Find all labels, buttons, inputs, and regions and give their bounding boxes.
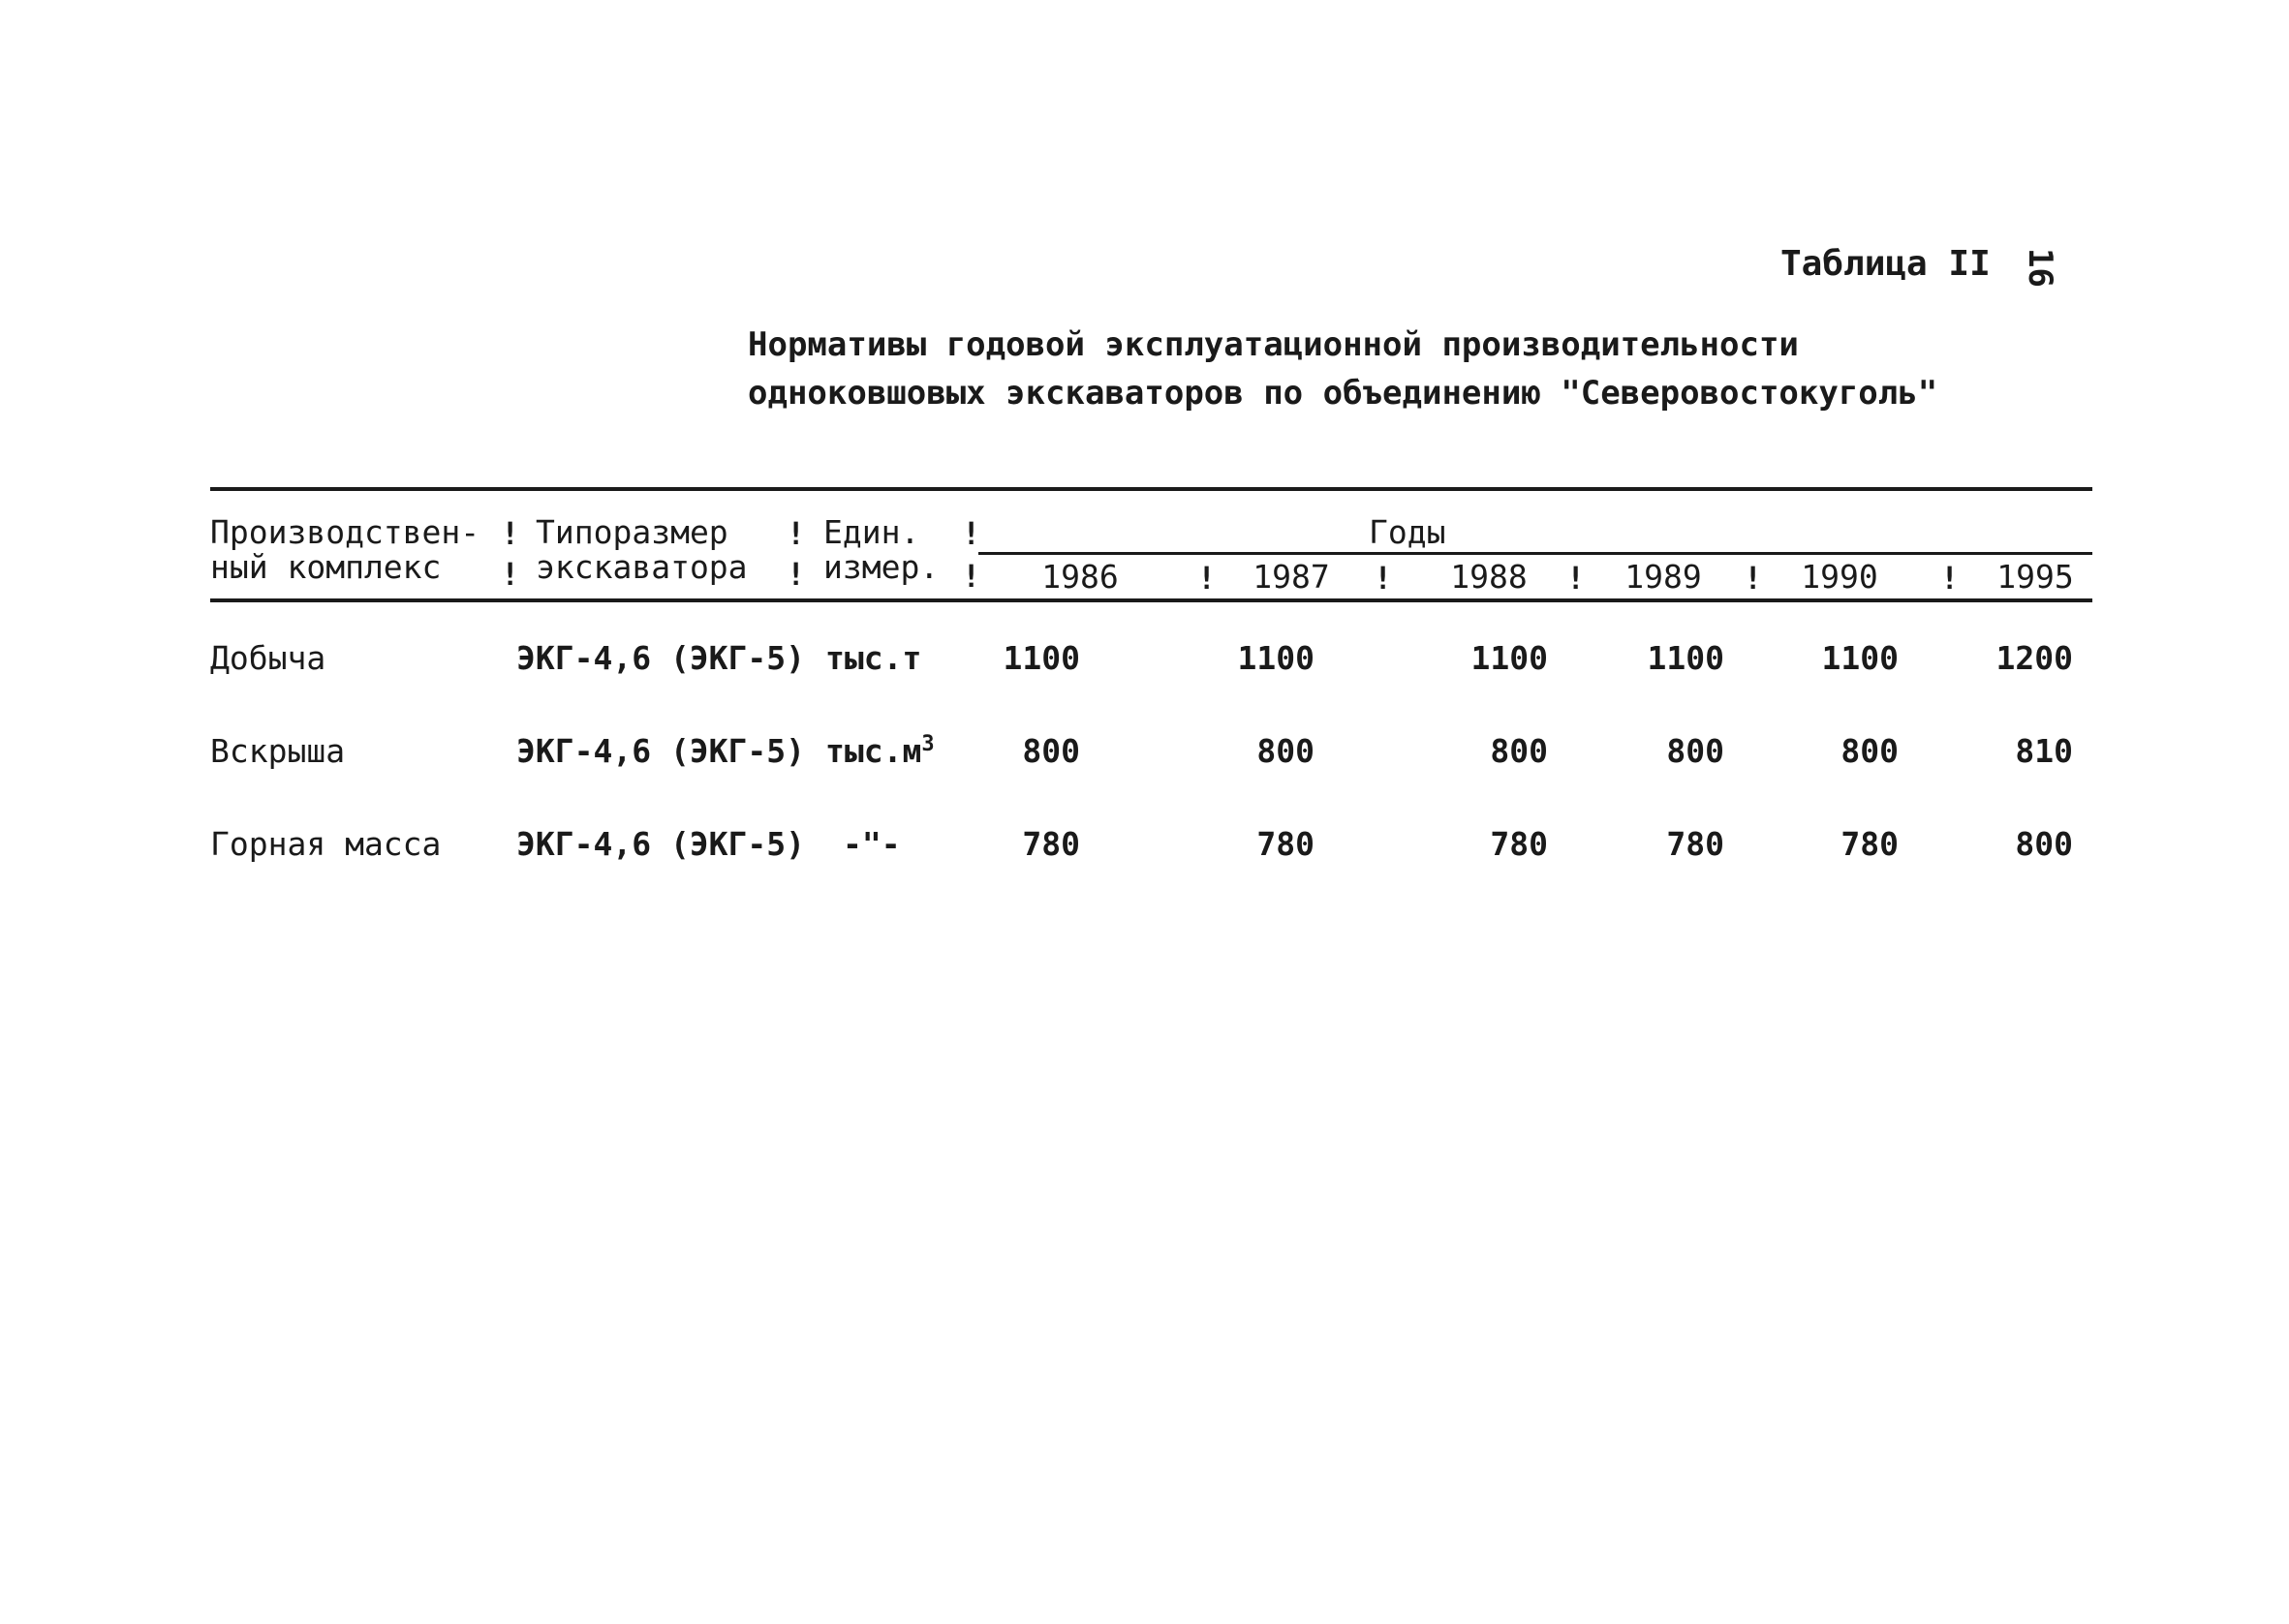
table-row [0,639,2289,697]
page-number: 16 [2021,248,2059,288]
years-group-rule [978,552,2092,555]
cell-unit [843,825,901,863]
header-year: 1989 [1624,558,1702,596]
column-separator: ! [962,515,981,552]
cell-value: 1100 [1821,639,1899,677]
header-unit-line-1: Един. [823,513,920,551]
cell-excavator: ЭКГ-4,6 (ЭКГ-5) [516,825,806,863]
header-complex-line-2: ный комплекс [210,548,442,586]
header-year: 1995 [1996,558,2074,596]
cell-value: 1100 [1237,639,1315,677]
cell-unit-text: тыс.м [825,732,922,770]
header-year: 1986 [1041,558,1119,596]
cell-unit-superscript: 3 [921,732,935,756]
cell-value: 800 [1666,732,1724,770]
column-separator: ! [1744,560,1763,597]
cell-unit-text: тыс.т [825,639,922,677]
column-separator: ! [1374,560,1393,597]
header-type-line-2: экскаватора [536,548,748,586]
header-years-group: Годы [1369,513,1446,551]
column-separator: ! [501,515,520,552]
cell-value: 780 [1256,825,1315,863]
cell-value: 780 [1840,825,1899,863]
column-separator: ! [501,556,520,593]
cell-excavator: ЭКГ-4,6 (ЭКГ-5) [516,639,806,677]
cell-value: 780 [1022,825,1080,863]
column-separator: ! [962,558,981,595]
column-separator: ! [1940,560,1960,597]
header-unit-line-2: измер. [823,548,940,586]
header-complex-line-1: Производствен- [210,513,480,551]
cell-unit [825,639,921,677]
cell-value: 1100 [1003,639,1080,677]
cell-unit [825,732,935,770]
cell-complex: Горная масса [210,825,442,863]
cell-value: 800 [1256,732,1315,770]
table-row [0,825,2289,883]
cell-value: 780 [1490,825,1548,863]
table-title-line-1: Нормативы годовой эксплуатационной производительности [748,325,1799,364]
cell-value: 1100 [1647,639,1724,677]
header-bottom-rule [210,598,2092,602]
table-top-rule [210,487,2092,491]
column-separator: ! [1197,560,1217,597]
column-separator: ! [787,556,806,593]
table-label: Таблица II [1780,244,1991,284]
header-year: 1988 [1450,558,1528,596]
cell-complex: Вскрыша [210,732,346,770]
header-type-line-1: Типоразмер [536,513,728,551]
cell-value: 800 [1490,732,1548,770]
cell-value: 1100 [1470,639,1548,677]
cell-unit-text: -"- [843,825,901,863]
column-separator: ! [1566,560,1586,597]
table-row [0,732,2289,790]
cell-value: 810 [2015,732,2073,770]
cell-value: 1200 [1995,639,2073,677]
cell-value: 780 [1666,825,1724,863]
header-year: 1990 [1801,558,1878,596]
table-title-line-2: одноковшовых экскаваторов по объединению "Северовостокуголь" [748,374,1938,413]
column-separator: ! [787,515,806,552]
cell-value: 800 [1840,732,1899,770]
header-year: 1987 [1253,558,1330,596]
cell-value: 800 [2015,825,2073,863]
cell-value: 800 [1022,732,1080,770]
cell-excavator: ЭКГ-4,6 (ЭКГ-5) [516,732,806,770]
cell-complex: Добыча [210,639,326,677]
